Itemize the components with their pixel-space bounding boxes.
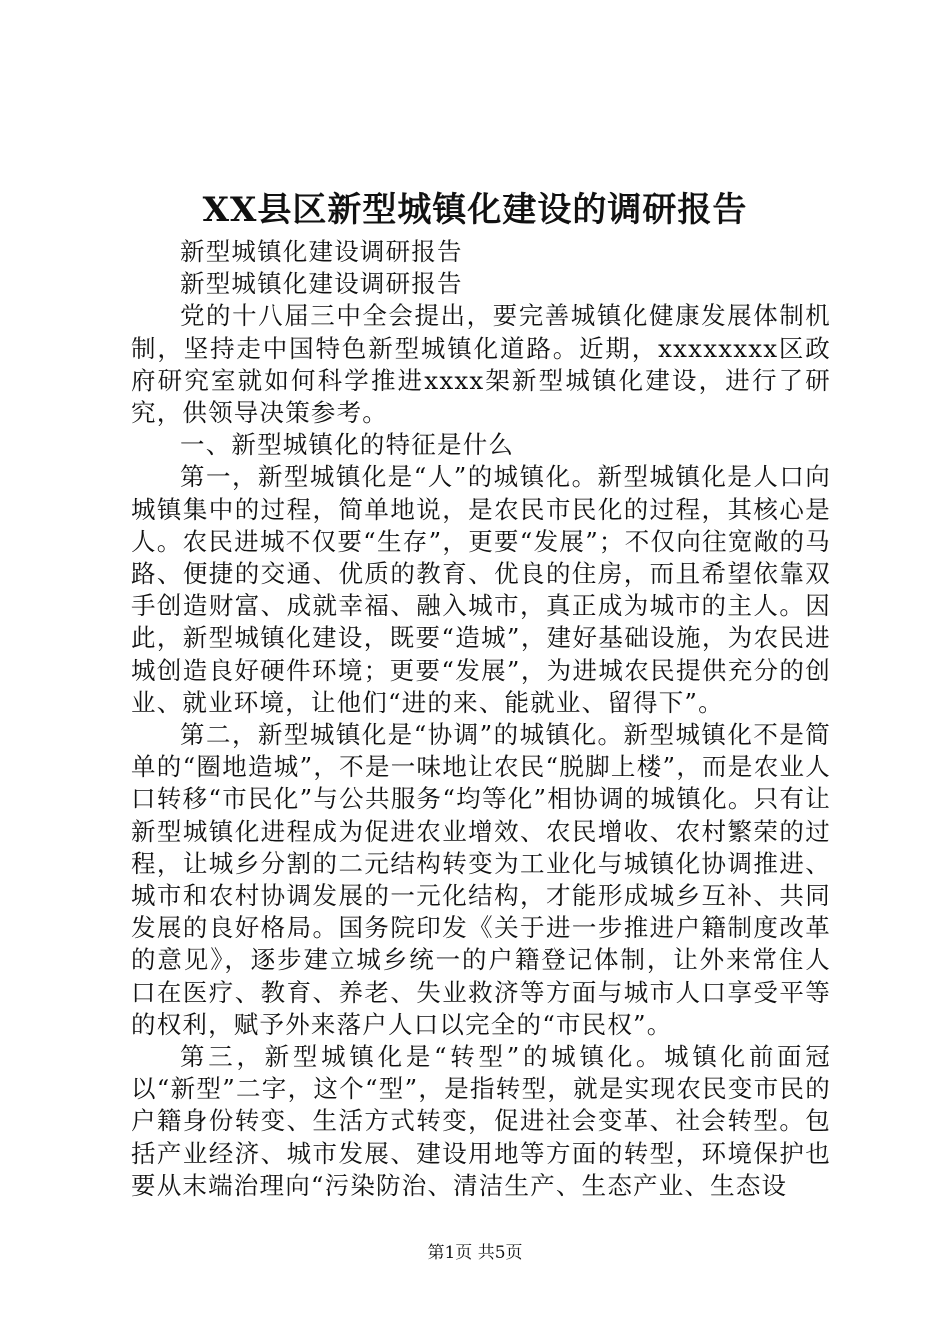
paragraph: 第二，新型城镇化是“协调”的城镇化。新型城镇化不是简单的“圈地造城”，不是一味地让农民“脱脚上楼”，而是农业人口转移“市民化”与公共服务“均等化”相协调的城镇化。只有让新型城镇化进程成为促进农业增效、农民增收、农村繁荣的过程，让城乡分割的二元结构转变为工业化与城镇化协调推进、城市和农村协调发展的一元化结构，才能形成城乡互补、共同发展的良好格局。国务院印发《关于进一步推进户籍制度改革的意见》，逐步建立城乡统一的户籍登记体制，让外来常住人口在医疗、教育、养老、失业救济等方面与城市人口享受平等的权利，赋予外来落户人口以完全的“市民权”。: [131, 720, 831, 1039]
document-body: [131, 236, 831, 1202]
paragraph: 新型城镇化建设调研报告: [180, 269, 463, 299]
page-footer: 第1页 共5页: [427, 1243, 523, 1263]
section-heading: 一、新型城镇化的特征是什么: [180, 430, 515, 460]
document-title: XX县区新型城镇化建设的调研报告: [202, 190, 748, 230]
paragraph: 新型城镇化建设调研报告: [180, 237, 463, 266]
paragraph: 党的十八届三中全会提出，要完善城镇化健康发展体制机制，坚持走中国特色新型城镇化道路。近期，xxxxxxxx区政府研究室就如何科学推进xxxx架新型城镇化建设，进行了研究，供领导决策参考。: [131, 301, 831, 428]
paragraph: 第一，新型城镇化是“人”的城镇化。新型城镇化是人口向城镇集中的过程，简单地说，是农民市民化的过程，其核心是人。农民进城不仅要“生存”，更要“发展”；不仅向往宽敞的马路、便捷的交通、优质的教育、优良的住房，而且希望依靠双手创造财富、成就幸福、融入城市，真正成为城市的主人。因此，新型城镇化建设，既要“造城”，建好基础设施，为农民进城创造良好硬件环境；更要“发展”，为进城农民提供充分的创业、就业环境，让他们“进的来、能就业、留得下”。: [131, 462, 831, 717]
paragraph: 第三，新型城镇化是“转型”的城镇化。城镇化前面冠以“新型”二字，这个“型”，是指转型，就是实现农民变市民的户籍身份转变、生活方式转变，促进社会变革、社会转型。包括产业经济、城市发展、建设用地等方面的转型，环境保护也要从末端治理向“污染防治、清洁生产、生态产业、生态设: [131, 1042, 831, 1200]
